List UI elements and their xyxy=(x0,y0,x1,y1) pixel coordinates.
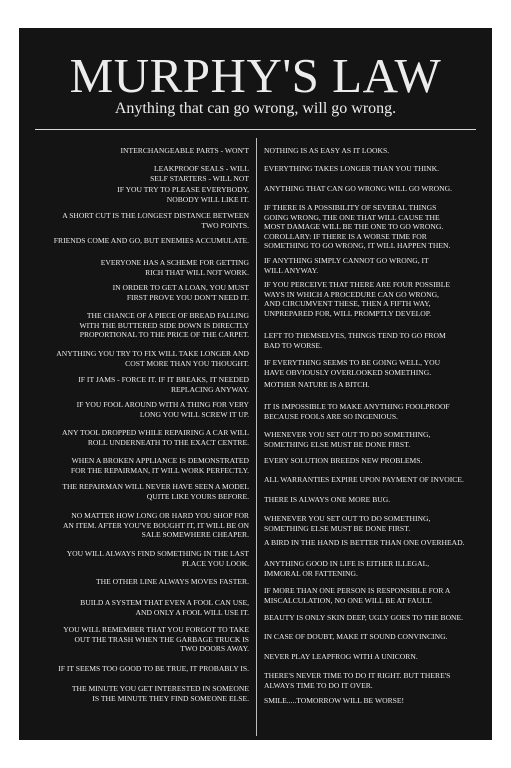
law-line: ANYTHING GOOD IN LIFE IS EITHER ILLEGAL, xyxy=(264,559,430,568)
poster xyxy=(19,28,492,740)
law-line: LONG YOU WILL SCREW IT UP. xyxy=(139,409,249,419)
law-line: INTERCHANGEABLE PARTS - WON'T xyxy=(120,146,249,155)
law-line: EVERY SOLUTION BREEDS NEW PROBLEMS. xyxy=(264,456,423,465)
law-item xyxy=(264,671,478,690)
law-item xyxy=(264,331,478,350)
law-line: IF IT SEEMS TOO GOOD TO BE TRUE, IT PROBABLY IS. xyxy=(58,664,249,673)
law-line: IT IS IMPOSSIBLE TO MAKE ANYTHING FOOLPROOF xyxy=(264,402,450,411)
law-line: QUITE LIKE YOURS BEFORE. xyxy=(146,491,249,501)
law-item xyxy=(29,511,249,540)
law-line: LEFT TO THEMSELVES, THINGS TEND TO GO FROM xyxy=(264,331,446,340)
law-line: THE OTHER LINE ALWAYS MOVES FASTER. xyxy=(96,577,249,586)
law-line: GOING WRONG, THE ONE THAT WILL CAUSE THE xyxy=(264,212,440,222)
law-line: NOTHING IS AS EASY AS IT LOOKS. xyxy=(264,146,390,155)
law-line: EVERYTHING TAKES LONGER THAN YOU THINK. xyxy=(264,164,440,173)
law-line: MISCALCULATION, NO ONE WILL BE AT FAULT. xyxy=(264,595,433,605)
law-line: WILL ANYWAY. xyxy=(264,265,319,275)
law-line: NO MATTER HOW LONG OR HARD YOU SHOP FOR xyxy=(71,511,249,520)
law-line: IF THERE IS A POSSIBILITY OF SEVERAL THINGS xyxy=(264,203,437,212)
law-line: BUILD A SYSTEM THAT EVEN A FOOL CAN USE, xyxy=(80,598,249,607)
law-item xyxy=(264,475,478,485)
law-line: A BIRD IN THE HAND IS BETTER THAN ONE OVERHEAD. xyxy=(264,538,465,547)
law-line: HAVE OBVIOUSLY OVERLOOKED SOMETHING. xyxy=(264,367,432,377)
law-line: ANY TOOL DROPPED WHILE REPAIRING A CAR WILL xyxy=(62,428,249,437)
law-item xyxy=(264,256,478,275)
law-line: SOMETHING ELSE MUST BE DONE FIRST. xyxy=(264,523,411,533)
law-line: FOR THE REPAIRMAN, IT WILL WORK PERFECTLY. xyxy=(70,465,249,475)
law-line: IF IT JAMS - FORCE IT. IF IT BREAKS, IT NEEDED xyxy=(78,375,249,384)
column-divider xyxy=(256,138,257,736)
law-line: IF EVERYTHING SEEMS TO BE GOING WELL, YOU xyxy=(264,358,441,367)
law-line: PROPORTIONAL TO THE PRICE OF THE CARPET. xyxy=(79,330,249,340)
law-item xyxy=(29,456,249,475)
law-line: IF YOU FOOL AROUND WITH A THING FOR VERY xyxy=(76,400,249,409)
law-item xyxy=(29,598,249,617)
law-line: RICH THAT WILL NOT WORK. xyxy=(145,267,249,277)
law-line: MOTHER NATURE IS A BITCH. xyxy=(264,380,370,389)
law-line: UNPREPARED FOR, WILL PROMPTLY DEVELOP. xyxy=(264,308,432,318)
law-line: THE MINUTE YOU GET INTERESTED IN SOMEONE xyxy=(71,684,249,693)
law-line: LEAKPROOF SEALS - WILL xyxy=(154,164,249,173)
law-line: WHENEVER YOU SET OUT TO DO SOMETHING, xyxy=(264,514,431,523)
law-item xyxy=(29,549,249,568)
law-line: ANYTHING THAT CAN GO WRONG WILL GO WRONG. xyxy=(264,184,453,193)
law-item xyxy=(264,146,478,156)
law-line: WHEN A BROKEN APPLIANCE IS DEMONSTRATED xyxy=(71,456,249,465)
law-line: THERE'S NEVER TIME TO DO IT RIGHT. BUT THERE'S xyxy=(264,671,451,680)
law-item xyxy=(29,375,249,394)
law-line: AN ITEM. AFTER YOU'VE BOUGHT IT, IT WILL BE ON xyxy=(62,520,249,530)
law-item xyxy=(264,538,478,548)
law-line: YOU WILL ALWAYS FIND SOMETHING IN THE LAST xyxy=(66,549,249,558)
law-line: WITH THE BUTTERED SIDE DOWN IS DIRECTLY xyxy=(79,320,249,330)
law-item xyxy=(264,402,478,421)
law-line: MOST DAMAGE WILL BE THE ONE TO GO WRONG. xyxy=(264,222,444,232)
law-line: SOMETHING TO GO WRONG, IT WILL HAPPEN THEN. xyxy=(264,241,451,251)
law-item xyxy=(29,146,249,156)
law-line: COST MORE THAN YOU THOUGHT. xyxy=(125,358,249,368)
law-item xyxy=(264,280,478,318)
law-item xyxy=(264,514,478,533)
law-line: IMMORAL OR FATTENING. xyxy=(264,568,358,578)
poster-title: MURPHY'S LAW xyxy=(69,48,442,103)
law-item xyxy=(29,400,249,419)
law-item xyxy=(264,164,478,174)
law-line: A SHORT CUT IS THE LONGEST DISTANCE BETWEEN xyxy=(62,211,249,220)
poster-subtitle: Anything that can go wrong, will go wrong. xyxy=(114,100,397,117)
law-line: AND ONLY A FOOL WILL USE IT. xyxy=(135,607,249,617)
law-line: BECAUSE FOOLS ARE SO INGENIOUS. xyxy=(264,411,398,421)
law-item xyxy=(264,203,478,251)
law-line: FRIENDS COME AND GO, BUT ENEMIES ACCUMULATE. xyxy=(53,236,249,245)
law-line: IN CASE OF DOUBT, MAKE IT SOUND CONVINCING. xyxy=(264,632,448,641)
law-line: BAD TO WORSE. xyxy=(264,340,323,350)
law-item xyxy=(29,311,249,340)
law-line: ROLL UNDERNEATH TO THE EXACT CENTRE. xyxy=(87,437,249,447)
law-line: ALWAYS TIME TO DO IT OVER. xyxy=(264,680,373,690)
law-line: ANYTHING YOU TRY TO FIX WILL TAKE LONGER AND xyxy=(56,349,249,358)
law-item xyxy=(29,664,249,674)
law-line: IN ORDER TO GET A LOAN, YOU MUST xyxy=(112,283,249,292)
law-line: IF MORE THAN ONE PERSON IS RESPONSIBLE FOR A xyxy=(264,586,451,595)
law-line: ALL WARRANTIES EXPIRE UPON PAYMENT OF INVOICE. xyxy=(264,475,464,484)
law-item xyxy=(264,184,478,194)
law-line: IS THE MINUTE THEY FIND SOMEONE ELSE. xyxy=(92,693,249,703)
law-line: TWO DOORS AWAY. xyxy=(180,644,249,654)
law-item xyxy=(264,559,478,578)
law-line: AND CIRCUMVENT THESE, THEN A FIFTH WAY, xyxy=(264,299,431,309)
law-item xyxy=(29,164,249,183)
law-item xyxy=(264,632,478,642)
law-item xyxy=(264,456,478,466)
law-line: SMILE.....TOMORROW WILL BE WORSE! xyxy=(264,696,405,705)
law-line: SOMETHING ELSE MUST BE DONE FIRST. xyxy=(264,439,411,449)
law-line: PLACE YOU LOOK. xyxy=(181,558,249,568)
law-line: COROLLARY: IF THERE IS A WORSE TIME FOR xyxy=(264,231,427,241)
law-line: IF YOU TRY TO PLEASE EVERYBODY, xyxy=(117,185,249,194)
law-item xyxy=(29,349,249,368)
title-divider xyxy=(35,129,476,130)
law-line: EVERYONE HAS A SCHEME FOR GETTING xyxy=(100,258,249,267)
law-item xyxy=(264,613,478,623)
law-item xyxy=(29,625,249,654)
law-line: THERE IS ALWAYS ONE MORE BUG. xyxy=(264,495,391,504)
law-line: SALE SOMEWHERE CHEAPER. xyxy=(141,530,249,540)
law-item xyxy=(29,185,249,204)
law-line: SELF STARTERS - WILL NOT xyxy=(150,173,249,183)
law-line: WAYS IN WHICH A PROCEDURE CAN GO WRONG, xyxy=(264,289,439,299)
law-line: THE CHANCE OF A PIECE OF BREAD FALLING xyxy=(86,311,249,320)
law-line: NEVER PLAY LEAPFROG WITH A UNICORN. xyxy=(264,652,418,661)
law-item xyxy=(264,380,478,390)
law-item xyxy=(264,430,478,449)
law-line: OUT THE TRASH WHEN THE GARBAGE TRUCK IS xyxy=(74,634,249,644)
law-item xyxy=(264,652,478,662)
law-item xyxy=(29,236,249,246)
law-item xyxy=(29,428,249,447)
law-item xyxy=(264,586,478,605)
law-item xyxy=(264,495,478,505)
law-line: WHENEVER YOU SET OUT TO DO SOMETHING, xyxy=(264,430,431,439)
law-line: YOU WILL REMEMBER THAT YOU FORGOT TO TAKE xyxy=(63,625,249,634)
law-item xyxy=(29,482,249,501)
law-item xyxy=(29,577,249,587)
law-line: THE REPAIRMAN WILL NEVER HAVE SEEN A MODEL xyxy=(62,482,249,491)
law-line: BEAUTY IS ONLY SKIN DEEP, UGLY GOES TO THE BONE. xyxy=(264,613,464,622)
law-line: IF ANYTHING SIMPLY CANNOT GO WRONG, IT xyxy=(264,256,429,265)
law-item xyxy=(264,358,478,377)
law-line: TWO POINTS. xyxy=(201,220,249,230)
law-item xyxy=(29,211,249,230)
law-item xyxy=(29,258,249,277)
law-line: FIRST PROVE YOU DON'T NEED IT. xyxy=(126,292,249,302)
law-item xyxy=(29,684,249,703)
law-item xyxy=(264,696,478,706)
law-item xyxy=(29,283,249,302)
law-line: NOBODY WILL LIKE IT. xyxy=(166,194,249,204)
law-line: IF YOU PERCEIVE THAT THERE ARE FOUR POSSIBLE xyxy=(264,280,450,289)
law-line: REPLACING ANYWAY. xyxy=(170,384,249,394)
